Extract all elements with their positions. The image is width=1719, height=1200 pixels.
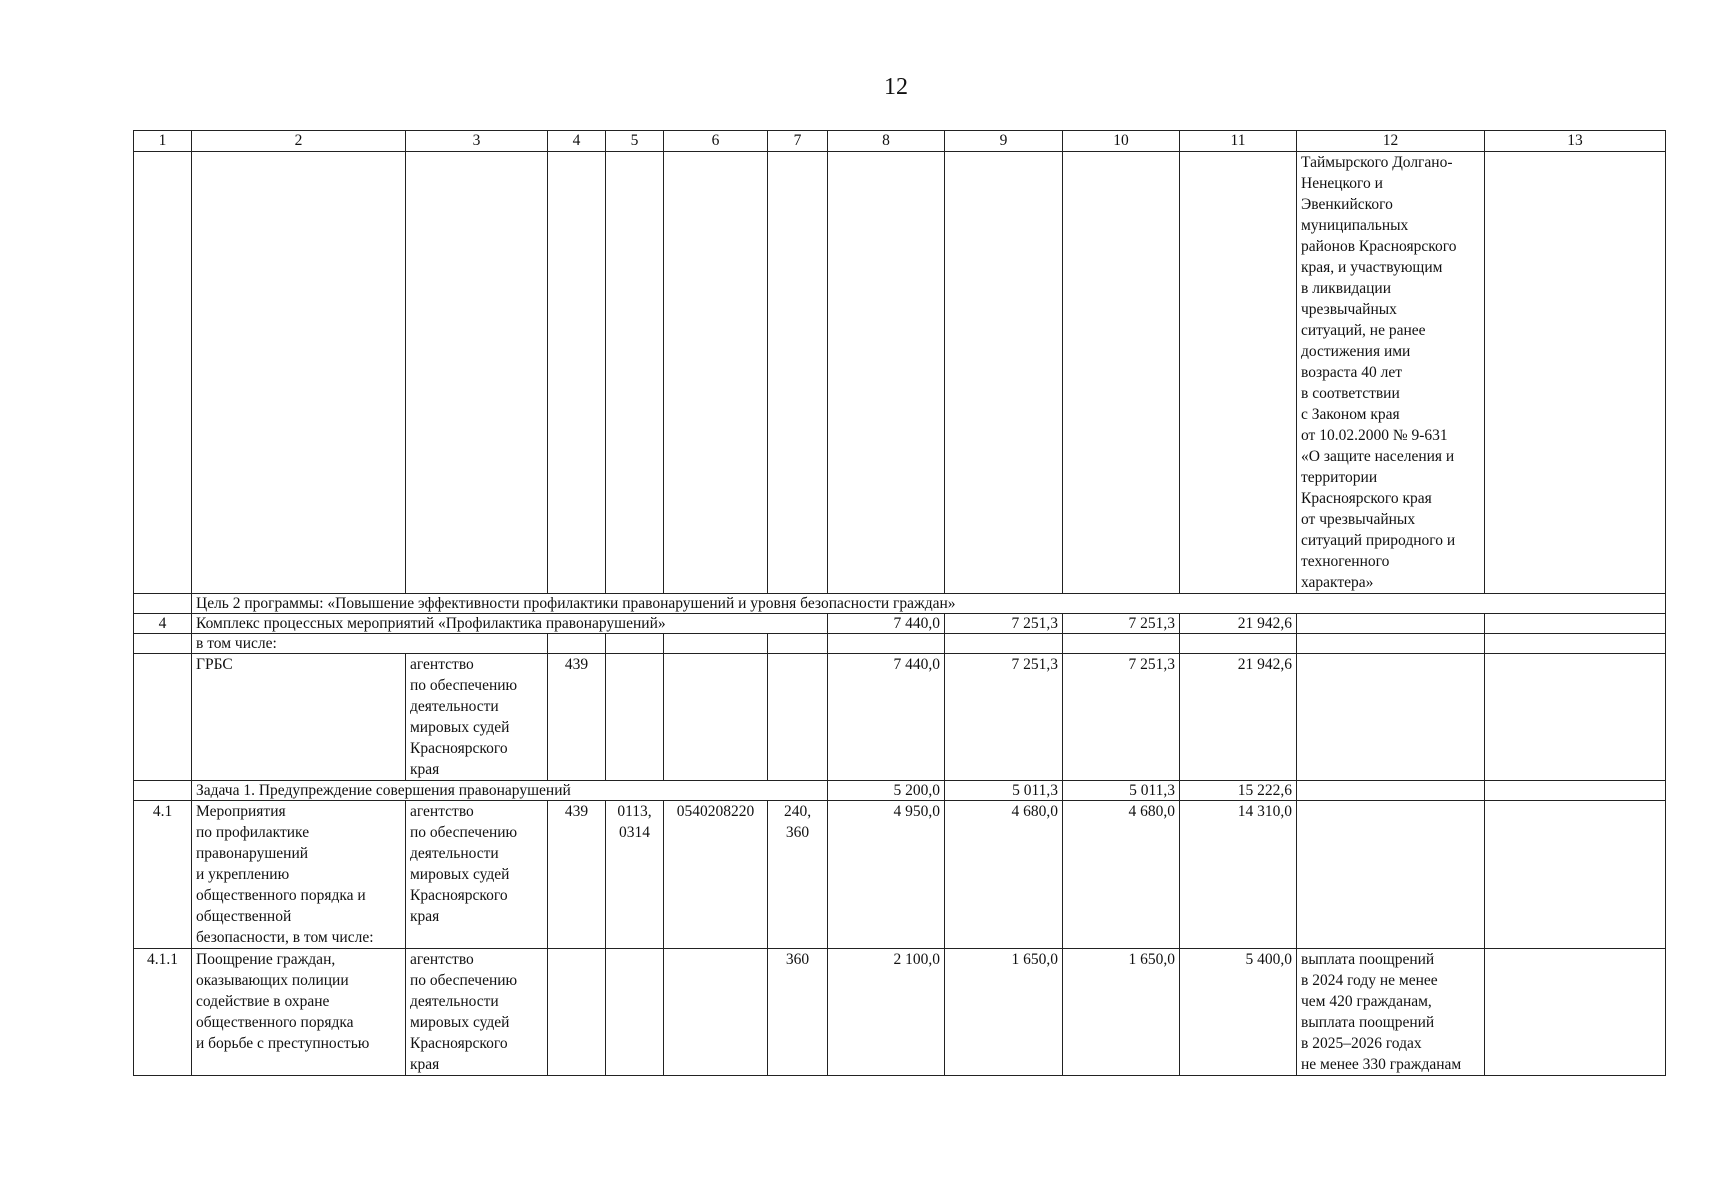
row-number: 4.1.1 [134,949,192,1076]
header-cell: 11 [1180,131,1297,152]
section-code-cell: 0113, 0314 [606,801,664,949]
value-cell: 14 310,0 [1180,801,1297,949]
header-cell: 5 [606,131,664,152]
complex-title: Комплекс процессных мероприятий «Профилактика правонарушений» [192,614,828,634]
target-code-cell: 0540208220 [664,801,768,949]
header-cell: 1 [134,131,192,152]
header-cell: 12 [1297,131,1485,152]
value-cell: 7 251,3 [1063,614,1180,634]
value-cell: 7 251,3 [945,614,1063,634]
value-cell: 4 680,0 [945,801,1063,949]
agency-cell: агентство по обеспечению деятельности мировых судей Красноярского края [406,949,548,1076]
expense-type-cell: 240, 360 [768,801,828,949]
table-row-4-1-1 [134,949,1666,1076]
task-1-title: Задача 1. Предупреждение совершения правонарушений [192,781,828,801]
table-row-4-1 [134,801,1666,949]
including-label: в том числе: [192,634,548,654]
value-cell: 21 942,6 [1180,614,1297,634]
table-row-continuation [134,152,1666,594]
header-cell: 4 [548,131,606,152]
header-cell: 13 [1485,131,1666,152]
header-cell: 3 [406,131,548,152]
header-cell: 2 [192,131,406,152]
table-row-goal [134,594,1666,614]
code-cell: 439 [548,654,606,781]
code-cell: 439 [548,801,606,949]
value-cell: 21 942,6 [1180,654,1297,781]
value-cell: 5 200,0 [828,781,945,801]
continuation-text: Таймырского Долгано- Ненецкого и Эвенкийского муниципальных районов Красноярского края, и участвующим в ликвидации чрезвычайных ситуаций, не ранее достижения ими возраста 40 лет в соответствии с Законом края от 10.02.2000 № 9-631 «О защите населения и территории Красноярского края от чрезвычайных ситуаций природного и техногенного характера» [1297,152,1485,594]
table-row-task [134,781,1666,801]
table-row-including [134,634,1666,654]
header-cell: 9 [945,131,1063,152]
value-cell: 4 680,0 [1063,801,1180,949]
value-cell: 7 251,3 [945,654,1063,781]
value-cell: 15 222,6 [1180,781,1297,801]
agency-cell: агентство по обеспечению деятельности мировых судей Красноярского края [406,801,548,949]
value-cell: 5 011,3 [1063,781,1180,801]
row-number: 4.1 [134,801,192,949]
expense-type-cell: 360 [768,949,828,1076]
header-cell: 10 [1063,131,1180,152]
value-cell: 4 950,0 [828,801,945,949]
page-number: 12 [884,74,908,100]
value-cell: 5 400,0 [1180,949,1297,1076]
header-cell: 7 [768,131,828,152]
value-cell: 7 251,3 [1063,654,1180,781]
agency-cell: агентство по обеспечению деятельности мировых судей Красноярского края [406,654,548,781]
budget-table [133,130,1666,1076]
table-header-row [134,131,1666,152]
header-cell: 6 [664,131,768,152]
table-row-complex [134,614,1666,634]
measure-name: Мероприятия по профилактике правонарушений и укреплению общественного порядка и общественной безопасности, в том числе: [192,801,406,949]
value-cell: 1 650,0 [1063,949,1180,1076]
value-cell: 7 440,0 [828,614,945,634]
value-cell: 2 100,0 [828,949,945,1076]
goal-2-title: Цель 2 программы: «Повышение эффективности профилактики правонарушений и уровня безопасности граждан» [192,594,1666,614]
value-cell: 7 440,0 [828,654,945,781]
table-row-grbs [134,654,1666,781]
row-number: 4 [134,614,192,634]
result-cell: выплата поощрений в 2024 году не менее чем 420 гражданам, выплата поощрений в 2025–2026 годах не менее 330 гражданам [1297,949,1485,1076]
grbs-label: ГРБС [192,654,406,781]
value-cell: 1 650,0 [945,949,1063,1076]
header-cell: 8 [828,131,945,152]
value-cell: 5 011,3 [945,781,1063,801]
measure-name: Поощрение граждан, оказывающих полиции содействие в охране общественного порядка и борьбе с преступностью [192,949,406,1076]
